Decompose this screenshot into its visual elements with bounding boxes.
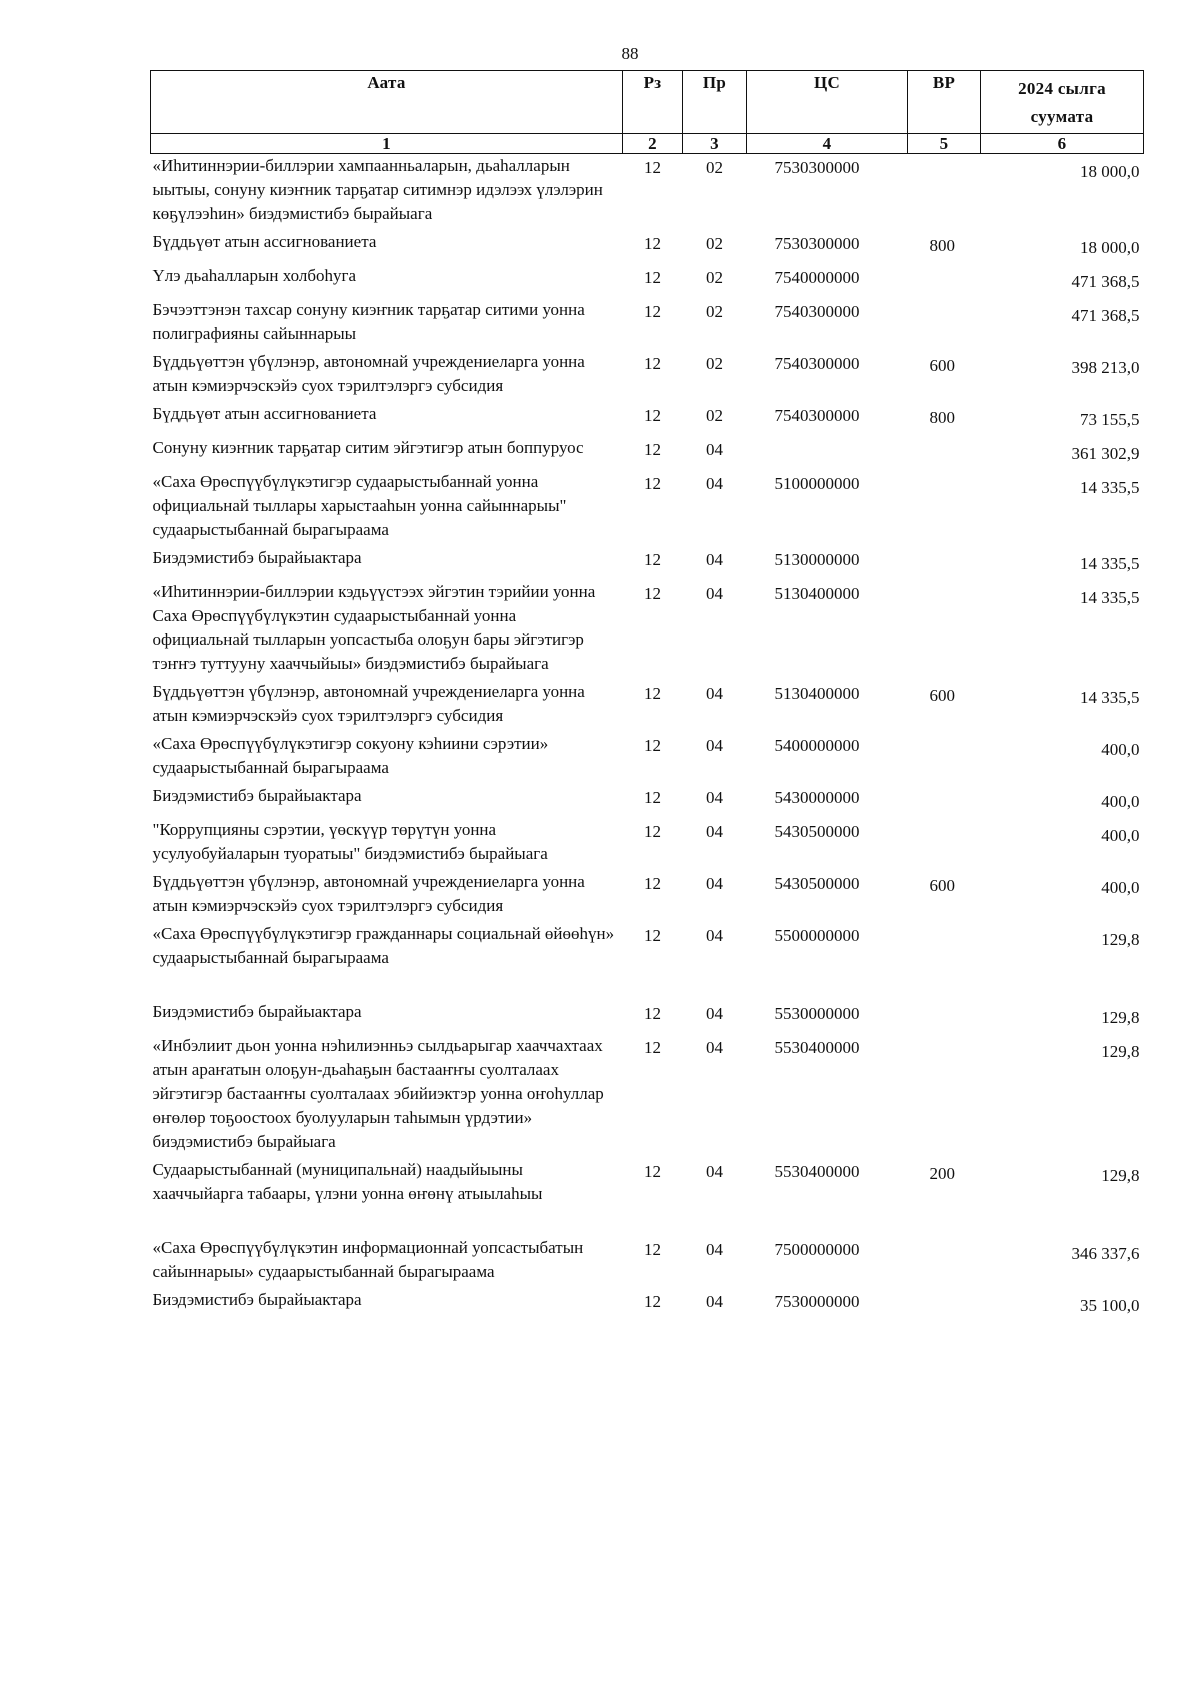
- row-vr: 600: [929, 876, 955, 895]
- row-amount: 400,0: [1101, 878, 1140, 897]
- header-amount: 2024 сылга суумата: [981, 71, 1144, 134]
- row-vr: 200: [929, 1164, 955, 1183]
- row-cs: 5400000000: [774, 736, 860, 755]
- row-cs: 7530300000: [774, 158, 860, 177]
- table-row: [151, 870, 1144, 922]
- table-row: [151, 922, 1144, 1000]
- row-vr: 600: [929, 356, 955, 375]
- row-cs: 5100000000: [774, 474, 860, 493]
- row-rz: 12: [644, 268, 661, 287]
- row-vr: 800: [929, 236, 955, 255]
- row-pr: 04: [706, 736, 723, 755]
- table-row: [151, 580, 1144, 680]
- row-rz: 12: [644, 440, 661, 459]
- row-rz: 12: [644, 788, 661, 807]
- header-cs: ЦС: [747, 71, 908, 134]
- row-cs: 7540300000: [774, 406, 860, 425]
- row-rz: 12: [644, 550, 661, 569]
- row-rz: 12: [644, 684, 661, 703]
- table-row: [151, 818, 1144, 870]
- row-name: Бүддьүөт атын ассигнованиета: [152, 404, 377, 423]
- row-cs: 5130000000: [774, 550, 860, 569]
- row-pr: 02: [706, 302, 723, 321]
- table-body: [151, 154, 1144, 1323]
- row-vr: [908, 470, 981, 546]
- row-rz: 12: [644, 474, 661, 493]
- header-name: Аата: [151, 71, 623, 134]
- row-name: Биэдэмистибэ бырайыактара: [152, 1002, 362, 1021]
- row-amount: 471 368,5: [1071, 306, 1140, 325]
- row-pr: 04: [706, 474, 723, 493]
- row-rz: 12: [644, 406, 661, 425]
- row-vr: [908, 154, 981, 231]
- row-vr: [908, 818, 981, 870]
- table-header: [151, 71, 1144, 154]
- row-name: Бүддьүөттэн үбүлэнэр, автономнай учреждениеларга уонна атын кэмиэрчэскэйэ суох тэрилтэлэргэ субсидия: [152, 872, 585, 915]
- row-amount: 18 000,0: [1080, 238, 1140, 257]
- row-amount: 73 155,5: [1080, 410, 1140, 429]
- table-row: [151, 470, 1144, 546]
- row-cs: 5500000000: [774, 926, 860, 945]
- row-vr: [908, 1034, 981, 1158]
- row-rz: 12: [644, 354, 661, 373]
- row-cs: 5430000000: [774, 788, 860, 807]
- row-amount: 14 335,5: [1080, 688, 1140, 707]
- row-name: «Саха Өрөспүүбүлүкэтин информационнай уопсастыбатын сайыннарыы» судаарыстыбаннай бырагыраама: [152, 1238, 584, 1281]
- row-pr: 04: [706, 874, 723, 893]
- row-name: «Саха Өрөспүүбүлүкэтигэр гражданнары социальнай өйөөһүн» судаарыстыбаннай бырагыраама: [152, 924, 615, 967]
- row-rz: 12: [644, 158, 661, 177]
- row-rz: 12: [644, 926, 661, 945]
- row-cs: 7500000000: [774, 1240, 860, 1259]
- row-pr: 04: [706, 684, 723, 703]
- table-row: [151, 436, 1144, 470]
- row-rz: 12: [644, 874, 661, 893]
- row-rz: 12: [644, 584, 661, 603]
- row-cs: 7540300000: [774, 354, 860, 373]
- row-pr: 02: [706, 234, 723, 253]
- row-rz: 12: [644, 1004, 661, 1023]
- row-vr: [908, 298, 981, 350]
- row-cs: 7530000000: [774, 1292, 860, 1311]
- column-number: 2: [623, 134, 683, 154]
- row-name: «Инбэлиит дьон уонна нэһилиэнньэ сылдьарыгар хааччахтаах атын араҥатын олоҕун-дьаһаҕын бастааҥҥы суолталаах эйгэтигэр бастааҥҥы суолталаах эбийиэктэр уонна оҥоһуллар өҥөлөр тоҕоостоох буолууларын таһымын үрдэтии» биэдэмистибэ бырайыага: [152, 1036, 604, 1151]
- row-name: Бүддьүөттэн үбүлэнэр, автономнай учреждениеларга уонна атын кэмиэрчэскэйэ суох тэрилтэлэргэ субсидия: [152, 352, 585, 395]
- row-vr: [908, 436, 981, 470]
- row-amount: 346 337,6: [1071, 1244, 1140, 1263]
- row-vr: [908, 784, 981, 818]
- row-cs: 5130400000: [774, 584, 860, 603]
- table-row: [151, 298, 1144, 350]
- header-pr: Пр: [683, 71, 747, 134]
- budget-table: [150, 70, 1144, 1322]
- row-pr: 04: [706, 1038, 723, 1057]
- row-vr: [908, 264, 981, 298]
- row-vr: [908, 1288, 981, 1322]
- row-vr: [908, 732, 981, 784]
- table-row: [151, 1158, 1144, 1236]
- row-rz: 12: [644, 302, 661, 321]
- row-amount: 14 335,5: [1080, 478, 1140, 497]
- row-vr: [908, 546, 981, 580]
- row-amount: 400,0: [1101, 740, 1140, 759]
- row-amount: 129,8: [1101, 1008, 1140, 1027]
- table-row: [151, 264, 1144, 298]
- row-name: Бэчээттэнэн тахсар сонуну киэҥник тарҕатар ситими уонна полиграфияны сайыннарыы: [152, 300, 585, 343]
- row-amount: 129,8: [1101, 1166, 1140, 1185]
- row-pr: 02: [706, 406, 723, 425]
- table-row: [151, 154, 1144, 231]
- row-name: Бүддьүөттэн үбүлэнэр, автономнай учреждениеларга уонна атын кэмиэрчэскэйэ суох тэрилтэлэргэ субсидия: [152, 682, 585, 725]
- column-number: 4: [747, 134, 908, 154]
- row-rz: 12: [644, 1038, 661, 1057]
- row-cs: 5530400000: [774, 1162, 860, 1181]
- table-row: [151, 230, 1144, 264]
- row-cs: [747, 436, 908, 470]
- table-row: [151, 350, 1144, 402]
- row-name: Биэдэмистибэ бырайыактара: [152, 1290, 362, 1309]
- row-name: Сонуну киэҥник тарҕатар ситим эйгэтигэр атын боппуруос: [152, 438, 584, 457]
- row-name: «Саха Өрөспүүбүлүкэтигэр судаарыстыбаннай уонна официальнай тыллары харыстааһын уонна сайыннарыы" судаарыстыбаннай бырагыраама: [152, 472, 567, 539]
- row-rz: 12: [644, 736, 661, 755]
- row-pr: 04: [706, 1004, 723, 1023]
- row-cs: 5530400000: [774, 1038, 860, 1057]
- row-amount: 361 302,9: [1071, 444, 1140, 463]
- row-pr: 04: [706, 926, 723, 945]
- row-pr: 02: [706, 354, 723, 373]
- row-pr: 04: [706, 788, 723, 807]
- row-pr: 02: [706, 268, 723, 287]
- row-name: Үлэ дьаһалларын холбоһуга: [152, 266, 357, 285]
- row-cs: 5430500000: [774, 822, 860, 841]
- row-pr: 04: [706, 822, 723, 841]
- row-rz: 12: [644, 1162, 661, 1181]
- row-amount: 129,8: [1101, 930, 1140, 949]
- table-row: [151, 1034, 1144, 1158]
- header-rz: Рз: [623, 71, 683, 134]
- table-row: [151, 680, 1144, 732]
- row-amount: 35 100,0: [1080, 1296, 1140, 1315]
- column-number: 5: [908, 134, 981, 154]
- row-amount: 400,0: [1101, 826, 1140, 845]
- row-vr: [908, 922, 981, 1000]
- column-number: 3: [683, 134, 747, 154]
- table-row: [151, 402, 1144, 436]
- row-name: Бүддьүөт атын ассигнованиета: [152, 232, 377, 251]
- table-row: [151, 1288, 1144, 1322]
- header-vr: ВР: [908, 71, 981, 134]
- row-pr: 04: [706, 550, 723, 569]
- row-name: «Саха Өрөспүүбүлүкэтигэр сокуону кэһиини сэрэтии» судаарыстыбаннай бырагыраама: [152, 734, 549, 777]
- row-amount: 471 368,5: [1071, 272, 1140, 291]
- row-pr: 04: [706, 1162, 723, 1181]
- row-rz: 12: [644, 1292, 661, 1311]
- row-cs: 7540300000: [774, 302, 860, 321]
- column-number: 6: [981, 134, 1144, 154]
- row-amount: 398 213,0: [1071, 358, 1140, 377]
- row-vr: 800: [929, 408, 955, 427]
- row-cs: 7540000000: [774, 268, 860, 287]
- row-cs: 7530300000: [774, 234, 860, 253]
- row-cs: 5530000000: [774, 1004, 860, 1023]
- row-pr: 04: [706, 584, 723, 603]
- row-name: "Коррупцияны сэрэтии, үөскүүр төрүтүн уонна усулуобуйаларын туоратыы" биэдэмистибэ бырайыага: [152, 820, 548, 863]
- row-name: «Иһитиннэрии-биллэрии хампаанньаларын, дьаһалларын ыытыы, сонуну киэҥник тарҕатар ситимнэр идэлээх үлэлэрин көҕүлээһин» биэдэмистибэ бырайыага: [152, 156, 603, 223]
- row-name: Судаарыстыбаннай (муниципальнай) наадыйыыны хааччыйарга табаары, үлэни уонна өҥөнү атыылаһыы: [152, 1160, 543, 1203]
- row-amount: 18 000,0: [1080, 162, 1140, 181]
- row-rz: 12: [644, 234, 661, 253]
- column-number: 1: [151, 134, 623, 154]
- row-name: Биэдэмистибэ бырайыактара: [152, 786, 362, 805]
- row-amount: 400,0: [1101, 792, 1140, 811]
- page-number: 88: [621, 44, 639, 63]
- row-vr: [908, 1236, 981, 1288]
- row-pr: 04: [706, 440, 723, 459]
- row-name: «Иһитиннэрии-биллэрии кэдьүүстээх эйгэтин тэрийии уонна Саха Өрөспүүбүлүкэтин судаарыстыбаннай уонна официальнай тылларын уопсастыба олоҕун бары эйгэтигэр тэҥҥэ туттууну хааччыйыы» биэдэмистибэ бырайыага: [152, 582, 596, 673]
- row-cs: 5130400000: [774, 684, 860, 703]
- row-vr: [908, 580, 981, 680]
- row-amount: 129,8: [1101, 1042, 1140, 1061]
- table-row: [151, 1000, 1144, 1034]
- table-row: [151, 546, 1144, 580]
- table-row: [151, 1236, 1144, 1288]
- row-pr: 04: [706, 1292, 723, 1311]
- table-row: [151, 784, 1144, 818]
- row-amount: 14 335,5: [1080, 554, 1140, 573]
- row-cs: 5430500000: [774, 874, 860, 893]
- row-pr: 02: [706, 158, 723, 177]
- row-rz: 12: [644, 822, 661, 841]
- row-vr: [908, 1000, 981, 1034]
- table-row: [151, 732, 1144, 784]
- row-vr: 600: [929, 686, 955, 705]
- row-name: Биэдэмистибэ бырайыактара: [152, 548, 362, 567]
- row-pr: 04: [706, 1240, 723, 1259]
- row-rz: 12: [644, 1240, 661, 1259]
- row-amount: 14 335,5: [1080, 588, 1140, 607]
